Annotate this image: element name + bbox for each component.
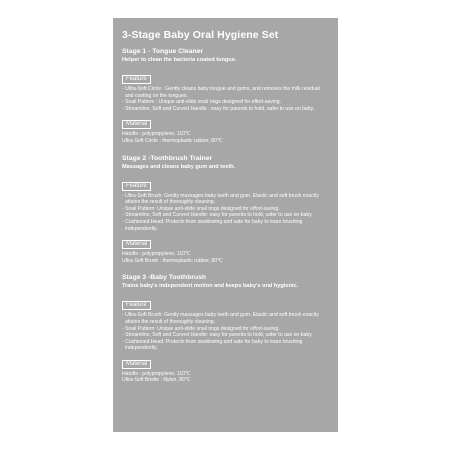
feature-item: - Ultra-Soft Brush: Gently massages baby teeth and gum. Elastic and soft brush exactly attains the result of thoroughly cleaning. <box>122 312 319 325</box>
stages-list <box>122 47 329 384</box>
stage-title: Stage 2 -Toothbrush Trainer <box>122 154 213 162</box>
material-label: Material <box>122 240 151 249</box>
feature-item: - Streamline, Soft and Curved Handle: easy for parents to hold, safer to use on baby. <box>122 212 313 219</box>
feature-list <box>122 193 329 233</box>
material-item: Ultra-Soft Bristle : Nylon, 80℃ <box>122 377 191 384</box>
feature-item: - Cushioned Head: Protects from swallowing and safe for baby to learn brushing independently. <box>122 338 303 352</box>
stage-subtitle: Trains baby's independent motion and keeps baby's oral hygienic. <box>122 283 299 290</box>
material-label: Material <box>122 120 151 129</box>
feature-item: - Ultra-Soft Brush: Gently massages baby teeth and gum. Elastic and soft brush exactly attains the result of thoroughly cleaning. <box>122 192 319 206</box>
feature-item: - Cushioned Head: Protects from swallowing and safe for baby to learn brushing independently. <box>122 218 303 232</box>
feature-list <box>122 312 329 352</box>
product-info-card <box>113 18 338 432</box>
stage-section <box>122 273 329 384</box>
feature-item: - Streamline, Soft and Curved Handle : easy for parents to hold, safer to use on baby. <box>122 105 315 112</box>
feature-item: - Snail Pattern: Unique anti-slide snail rings designed for effort-saving. <box>122 205 280 212</box>
feature-item: - Snail Pattern : Unique anti-slide snail rings designed for effort-saving. <box>122 99 282 106</box>
feature-item: - Ultra-Soft Circle : Gently cleans baby tongue and gums, and removes the milk residual and coating on the tongues. <box>122 86 320 99</box>
feature-label: Feature <box>122 182 151 191</box>
stage-section <box>122 154 329 265</box>
stage-subtitle: Massages and cleans baby gum and teeth. <box>122 163 236 170</box>
feature-item: - Streamline, Soft and Curved Handle: easy for parents to hold, safer to use on baby. <box>122 332 313 339</box>
stage-title: Stage 1 - Tongue Cleaner <box>122 48 204 55</box>
material-item: Ultra-Soft Brush : thermoplastic rubber, 80℃ <box>122 257 223 264</box>
stage-section <box>122 47 329 145</box>
feature-label: Feature <box>122 75 151 84</box>
material-item: Handle : polypropylene, 110℃ <box>122 370 191 377</box>
stage-title: Stage 3 -Baby Toothbrush <box>122 274 207 282</box>
feature-label: Feature <box>122 301 151 310</box>
material-item: Handle : polypropylene, 110℃ <box>122 251 191 258</box>
material-label: Material <box>122 360 151 369</box>
material-item: Handle : polypropylene, 110℃ <box>122 131 191 138</box>
feature-list <box>122 86 329 112</box>
material-item: Ultra-Soft Circle : thermoplastic rubber, 80℃ <box>122 137 223 144</box>
feature-item: - Snail Pattern: Unique anti-slide snail rings designed for effort-saving. <box>122 325 280 332</box>
product-title: 3-Stage Baby Oral Hygiene Set <box>122 29 279 41</box>
stage-subtitle: Helper to clean the bacteria coated tongue. <box>122 57 237 63</box>
